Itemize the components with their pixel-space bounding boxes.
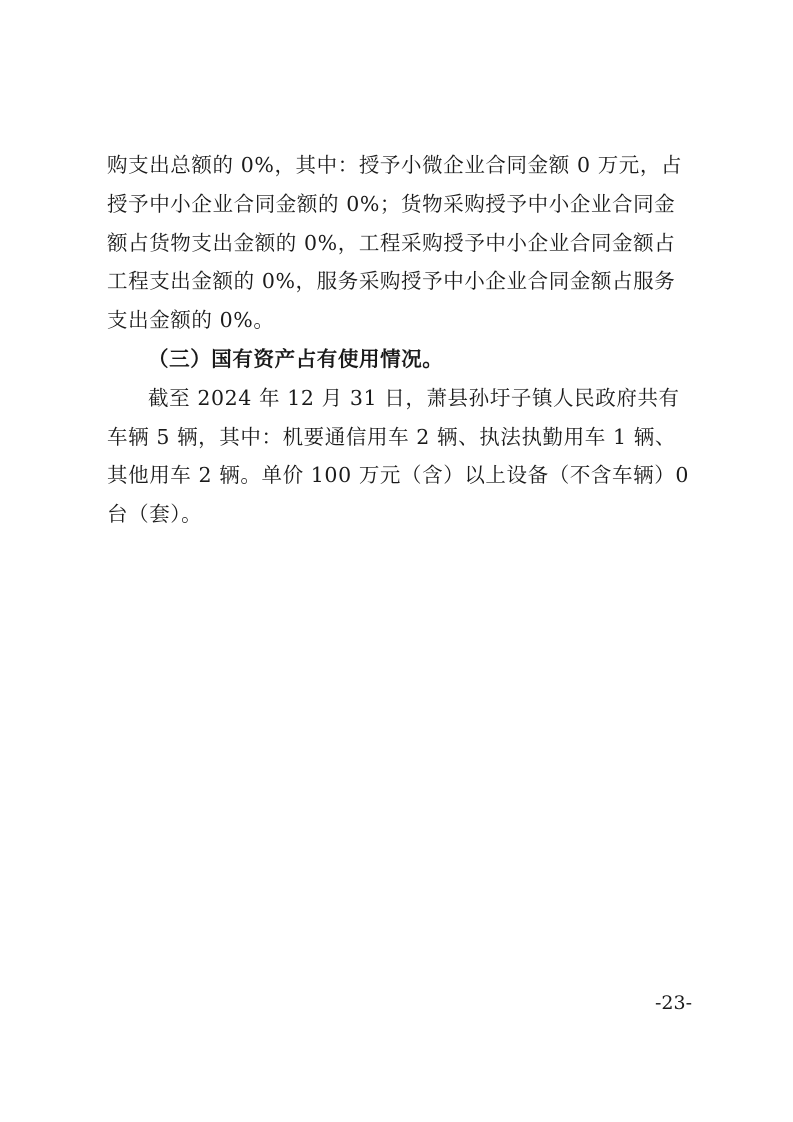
page-number: -23- (654, 992, 692, 1014)
body-text (107, 146, 692, 534)
section-heading-state-assets: （三）国有资产占有使用情况。 (148, 346, 444, 371)
paragraph-vehicles: 截至 2024 年 12 月 31 日，萧县孙圩子镇人民政府共有车辆 5 辆，其中：机要通信用车 2 辆、执法执勤用车 1 辆、其他用车 2 辆。单价 100 万元（含）以上设备（不含车辆）0 台（套）。 (107, 385, 689, 527)
paragraph-procurement-continuation: 购支出总额的 0%，其中：授予小微企业合同金额 0 万元，占授予中小企业合同金额的 0%；货物采购授予中小企业合同金额占货物支出金额的 0%，工程采购授予中小企业合同金额占工程支出金额的 0%，服务采购授予中小企业合同金额占服务支出金额的 0%。 (107, 153, 683, 333)
